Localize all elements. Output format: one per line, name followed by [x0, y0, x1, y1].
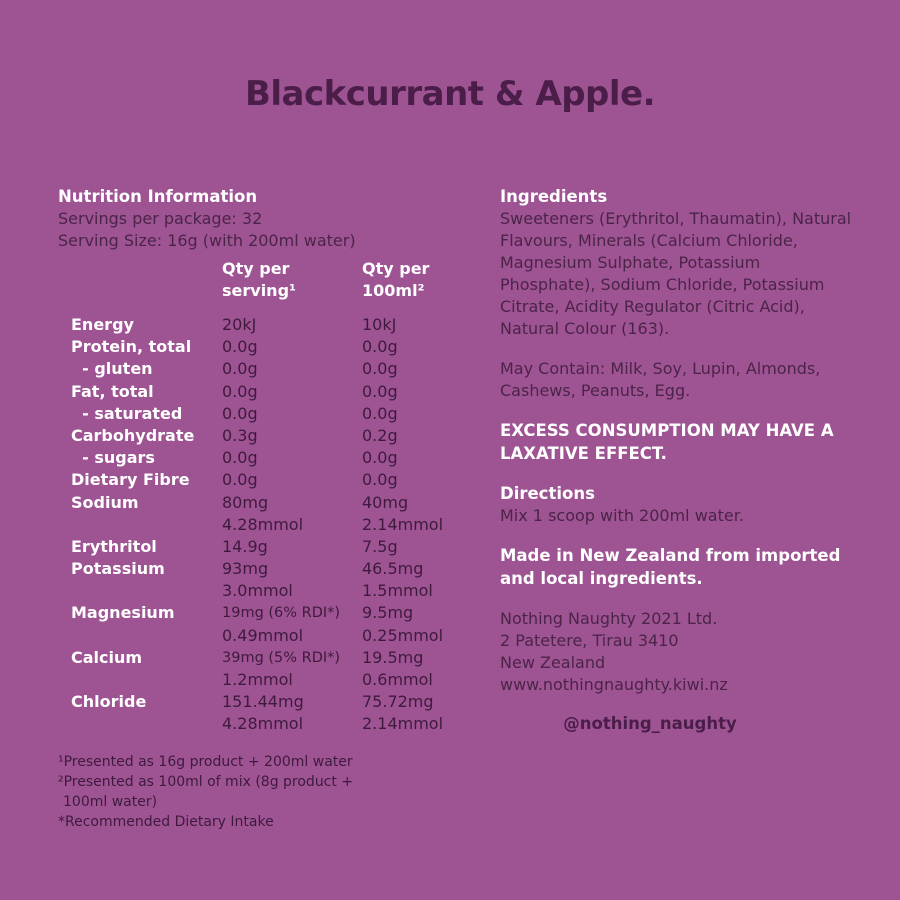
nutrition-row — [58, 358, 478, 380]
qty-per-serving: 93mg — [222, 559, 269, 579]
qty-per-serving: 0.0g — [222, 381, 258, 401]
qty-per-serving: 19mg (6% RDI*) — [222, 605, 341, 622]
column-header-line: 100ml² — [362, 281, 425, 300]
qty-per-100ml: 2.14mmol — [362, 514, 444, 534]
qty-per-100ml: 7.5g — [362, 536, 398, 556]
origin-statement: Made in New Zealand from imported and local ingredients. — [500, 546, 841, 588]
qty-per-serving: 20kJ — [222, 315, 257, 334]
qty-per-100ml: 40mg — [362, 492, 409, 512]
company-name: Nothing Naughty 2021 Ltd. — [500, 609, 718, 628]
qty-per-100ml: 0.6mmol — [362, 670, 433, 689]
column-header-per-serving — [222, 258, 296, 302]
qty-per-serving: 1.2mmol — [222, 670, 293, 689]
qty-per-100ml: 0.0g — [362, 403, 398, 423]
footnote-2: ²Presented as 100ml of mix (8g product + — [58, 774, 354, 790]
qty-per-100ml: 0.0g — [362, 337, 398, 357]
qty-per-100ml: 2.14mmol — [362, 714, 444, 734]
qty-per-serving: 151.44mg — [222, 692, 304, 712]
qty-per-100ml: 19.5mg — [362, 647, 424, 667]
nutrient-label: - sugars — [71, 448, 155, 468]
directions-heading: Directions — [500, 484, 595, 503]
qty-per-serving: 0.49mmol — [222, 625, 304, 645]
ingredients-heading: Ingredients — [500, 187, 608, 206]
nutrition-row — [58, 669, 478, 691]
footnote-rdi: *Recommended Dietary Intake — [58, 814, 274, 830]
nutrient-label: Protein, total — [71, 337, 192, 357]
column-header-line: Qty per — [362, 259, 430, 278]
nutrition-row — [58, 558, 478, 580]
qty-per-100ml: 46.5mg — [362, 559, 424, 579]
nutrient-label: Chloride — [71, 692, 147, 712]
qty-per-100ml: 0.0g — [362, 470, 398, 490]
qty-per-serving: 0.0g — [222, 359, 258, 379]
nutrition-heading: Nutrition Information — [58, 187, 258, 206]
footnotes — [58, 752, 438, 832]
qty-per-serving: 4.28mmol — [222, 714, 304, 734]
qty-per-100ml: 75.72mg — [362, 692, 434, 712]
qty-per-100ml: 0.0g — [362, 448, 398, 468]
footnote-2-cont: 100ml water) — [63, 794, 158, 810]
nutrition-row — [58, 580, 478, 602]
qty-per-serving: 0.0g — [222, 337, 258, 357]
social-handle[interactable]: @nothing_naughty — [563, 714, 737, 733]
qty-per-serving: 3.0mmol — [222, 581, 293, 601]
qty-per-serving: 0.0g — [222, 403, 258, 423]
qty-per-100ml: 0.25mmol — [362, 625, 444, 645]
qty-per-serving: 0.0g — [222, 448, 258, 468]
laxative-warning: EXCESS CONSUMPTION MAY HAVE A LAXATIVE EFFECT. — [500, 421, 834, 463]
column-header-line: serving¹ — [222, 281, 297, 300]
qty-per-serving: 0.3g — [222, 425, 258, 445]
footnote-1: ¹Presented as 16g product + 200ml water — [58, 754, 353, 770]
qty-per-serving: 39mg (5% RDI*) — [222, 649, 341, 666]
qty-per-serving: 14.9g — [222, 536, 268, 556]
qty-per-serving: 0.0g — [222, 470, 258, 490]
qty-per-100ml: 0.2g — [362, 425, 398, 445]
page-title: Blackcurrant & Apple. — [244, 74, 656, 114]
nutrition-panel — [58, 186, 478, 734]
nutrition-row — [58, 447, 478, 469]
website-link[interactable]: www.nothingnaughty.kiwi.nz — [500, 675, 728, 694]
qty-per-serving: 4.28mmol — [222, 514, 304, 534]
nutrient-label: Fat, total — [71, 381, 154, 401]
ingredients-panel — [500, 186, 860, 733]
nutrition-row — [58, 625, 478, 647]
nutrient-label: - saturated — [71, 403, 183, 423]
address-line-2: New Zealand — [500, 653, 606, 672]
column-header-per-100ml — [362, 258, 429, 302]
qty-per-serving: 80mg — [222, 492, 269, 512]
nutrition-row — [58, 602, 478, 624]
nutrition-row — [58, 514, 478, 536]
allergen-statement: May Contain: Milk, Soy, Lupin, Almonds, Cashews, Peanuts, Egg. — [500, 359, 821, 400]
qty-per-100ml: 10kJ — [362, 315, 397, 334]
serving-size: Serving Size: 16g (with 200ml water) — [58, 231, 356, 250]
ingredients-text: Sweeteners (Erythritol, Thaumatin), Natural Flavours, Minerals (Calcium Chloride, Magnesium Sulphate, Potassium Phosphate), Sodium Chloride, Potassium Citrate, Acidity Regulator (Citric Acid), Natural Colour (163). — [500, 209, 852, 338]
nutrition-row — [58, 314, 478, 336]
nutrition-table — [58, 314, 478, 736]
nutrient-label: Dietary Fibre — [71, 470, 190, 490]
nutrition-row — [58, 403, 478, 425]
nutrition-row — [58, 469, 478, 491]
nutrition-row — [58, 536, 478, 558]
nutrient-label: Erythritol — [71, 536, 157, 556]
address-line-1: 2 Patetere, Tirau 3410 — [500, 631, 679, 650]
nutrient-label: Sodium — [71, 492, 139, 512]
nutrition-row — [58, 647, 478, 669]
nutrition-row — [58, 425, 478, 447]
qty-per-100ml: 9.5mg — [362, 603, 414, 623]
nutrition-row — [58, 492, 478, 514]
qty-per-100ml: 1.5mmol — [362, 581, 433, 601]
nutrient-label: - gluten — [71, 359, 153, 379]
nutrient-label: Potassium — [71, 559, 165, 579]
nutrition-row — [58, 336, 478, 358]
nutrition-row — [58, 381, 478, 403]
nutrition-row — [58, 713, 478, 735]
nutrient-label: Calcium — [71, 647, 143, 667]
column-header-line: Qty per — [222, 259, 290, 278]
qty-per-100ml: 0.0g — [362, 381, 398, 401]
nutrient-label: Magnesium — [71, 603, 175, 623]
nutrient-label: Energy — [71, 315, 134, 334]
qty-per-100ml: 0.0g — [362, 359, 398, 379]
nutrient-label: Carbohydrate — [71, 425, 195, 445]
nutrition-row — [58, 691, 478, 713]
servings-per-package: Servings per package: 32 — [58, 209, 263, 228]
directions-text: Mix 1 scoop with 200ml water. — [500, 506, 744, 525]
